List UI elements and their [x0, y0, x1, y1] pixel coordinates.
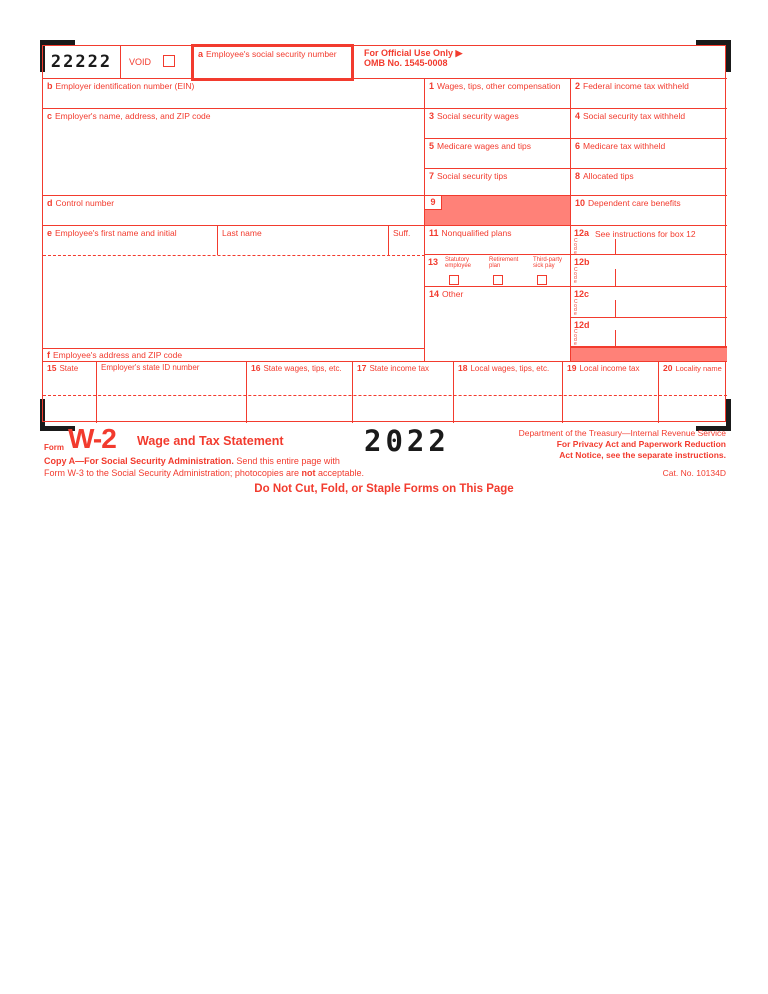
box-14-number: 14 — [429, 289, 440, 299]
box-10-field[interactable] — [571, 196, 727, 226]
box-19-field[interactable] — [563, 361, 659, 423]
control-code: 22222 — [50, 52, 113, 72]
box-5-label: Medicare wages and tips — [437, 141, 532, 151]
box-b-label: Employer identification number (EIN) — [55, 81, 195, 91]
box-12c-divider — [615, 300, 616, 318]
box-12a-number: 12a — [574, 228, 590, 238]
box-17-number: 17 — [357, 363, 367, 373]
official-use-label: For Official Use Only ▶ — [364, 48, 463, 58]
box-1-number: 1 — [429, 81, 435, 91]
box-12a-label: See instructions for box 12 — [595, 229, 696, 239]
box-e-first-name-field[interactable] — [43, 226, 218, 255]
box-7-field[interactable] — [425, 169, 571, 196]
box-12a-field[interactable] — [571, 226, 727, 255]
box-c-label: Employer's name, address, and ZIP code — [55, 111, 211, 121]
box-13-checkboxes — [425, 255, 571, 287]
box-9-shaded — [425, 196, 571, 226]
box-a-number: a — [198, 49, 204, 59]
box-a-label: Employee's social security number — [206, 49, 337, 59]
box-12b-code-label: Code — [574, 267, 578, 285]
form-number: W-2 — [68, 423, 116, 454]
copy-a-text: Send this entire page with — [233, 456, 340, 466]
tax-year: 2022 — [364, 424, 450, 458]
box-9-number: 9 — [425, 196, 442, 210]
form-word: Form — [44, 443, 64, 452]
box-c-number: c — [47, 111, 53, 121]
box-15-number: 15 — [47, 363, 57, 373]
box-10-label: Dependent care benefits — [588, 198, 681, 208]
box-20-number: 20 — [663, 363, 673, 373]
box-e-number: e — [47, 228, 53, 238]
box-d-label: Control number — [55, 198, 115, 208]
privacy-act-line1: For Privacy Act and Paperwork Reduction — [556, 439, 726, 449]
box-18-number: 18 — [458, 363, 468, 373]
box-e-last-name-field[interactable] — [218, 226, 389, 255]
box-15-divider — [96, 361, 97, 423]
retirement-plan-label: Retirement plan — [489, 257, 519, 269]
last-name-label: Last name — [222, 228, 262, 238]
third-party-sick-pay-checkbox[interactable] — [537, 275, 547, 285]
box-a-ssn-field[interactable] — [191, 44, 354, 81]
box-17-field[interactable] — [353, 361, 454, 423]
box-f-number: f — [47, 350, 50, 360]
box-1-field[interactable] — [425, 79, 571, 109]
box-e-label: Employee's first name and initial — [55, 228, 177, 238]
box-12d-number: 12d — [574, 320, 590, 330]
box-13-number: 13 — [428, 257, 439, 267]
box-1-label: Wages, tips, other compensation — [437, 81, 561, 91]
box-4-label: Social security tax withheld — [583, 111, 686, 121]
statutory-employee-label: Statutory employee — [445, 257, 472, 269]
box-16-field[interactable] — [247, 361, 353, 423]
box-12c-code-label: Code — [574, 299, 578, 317]
box-b-number: b — [47, 81, 53, 91]
employee-name-address-area[interactable] — [43, 255, 425, 348]
box-7-number: 7 — [429, 171, 435, 181]
box-17-label: State income tax — [369, 364, 430, 373]
box-12a-code-label: Code — [574, 238, 578, 256]
box-14-other-field[interactable] — [425, 287, 571, 361]
box-d-number: d — [47, 198, 53, 208]
box-c-employer-field[interactable] — [43, 109, 425, 196]
box-5-field[interactable] — [425, 139, 571, 169]
box-12c-number: 12c — [574, 289, 590, 299]
void-checkbox[interactable] — [163, 55, 175, 67]
treasury-dept-line: Department of the Treasury—Internal Revenue Service — [518, 428, 726, 438]
box-8-field[interactable] — [571, 169, 727, 196]
statutory-employee-checkbox[interactable] — [449, 275, 459, 285]
box-3-number: 3 — [429, 111, 435, 121]
box-12d-divider — [615, 330, 616, 347]
box-11-label: Nonqualified plans — [441, 228, 512, 238]
box-12c-field[interactable] — [571, 287, 727, 318]
box-12d-field[interactable] — [571, 318, 727, 347]
box-16-number: 16 — [251, 363, 261, 373]
box-6-label: Medicare tax withheld — [583, 141, 666, 151]
box-19-number: 19 — [567, 363, 577, 373]
box-16-label: State wages, tips, etc. — [263, 364, 342, 373]
box-15-state-id-label: Employer's state ID number — [101, 363, 200, 372]
official-use-cell — [354, 46, 727, 79]
box-15-field[interactable] — [43, 361, 247, 423]
box-3-label: Social security wages — [437, 111, 519, 121]
privacy-act-line2: Act Notice, see the separate instructions. — [559, 450, 726, 460]
catalog-number: Cat. No. 10134D — [662, 468, 726, 478]
do-not-cut-warning: Do Not Cut, Fold, or Staple Forms on This Page — [254, 483, 514, 495]
box-4-number: 4 — [575, 111, 581, 121]
box-12d-code-label: Code — [574, 329, 578, 347]
box-12a-divider — [615, 239, 616, 255]
void-cell — [121, 46, 191, 79]
box-12b-divider — [615, 269, 616, 287]
box-12b-number: 12b — [574, 257, 590, 267]
retirement-plan-checkbox[interactable] — [493, 275, 503, 285]
void-label: VOID — [129, 57, 152, 67]
box-2-number: 2 — [575, 81, 581, 91]
box-20-field[interactable] — [659, 361, 727, 423]
box-4-field[interactable] — [571, 109, 727, 139]
omb-number: OMB No. 1545-0008 — [364, 58, 448, 68]
box-11-field[interactable] — [425, 226, 571, 255]
box-d-control-field[interactable] — [43, 196, 425, 226]
box-20-label: Locality name — [675, 364, 722, 373]
box-3-field[interactable] — [425, 109, 571, 139]
w3-text-pre: Form W-3 to the Social Security Administration; photocopies are — [44, 468, 302, 478]
box-10-number: 10 — [575, 198, 586, 208]
third-party-sick-pay-label: Third-party sick pay — [533, 257, 563, 269]
box-11-number: 11 — [429, 228, 439, 238]
w2-form — [42, 45, 726, 422]
box-15-state-label: State — [59, 364, 79, 373]
box-8-label: Allocated tips — [583, 171, 634, 181]
form-title: Wage and Tax Statement — [137, 434, 284, 448]
box-e-suffix-field[interactable] — [389, 226, 425, 255]
w3-text-not: not — [301, 468, 316, 478]
box-8-number: 8 — [575, 171, 581, 181]
copy-a-label: Copy A—For Social Security Administration. — [44, 456, 234, 466]
w3-text-post: acceptable. — [315, 468, 364, 478]
box-f-address-field[interactable] — [43, 348, 425, 361]
suffix-label: Suff. — [393, 228, 411, 238]
box-b-ein-field[interactable] — [43, 79, 425, 109]
box-18-label: Local wages, tips, etc. — [470, 364, 550, 373]
box-6-number: 6 — [575, 141, 581, 151]
box-2-label: Federal income tax withheld — [583, 81, 689, 91]
state-row-dashed-line — [43, 395, 727, 396]
shaded-strip — [571, 347, 727, 361]
box-6-field[interactable] — [571, 139, 727, 169]
box-2-field[interactable] — [571, 79, 727, 109]
box-18-field[interactable] — [454, 361, 563, 423]
box-14-label: Other — [442, 289, 464, 299]
box-5-number: 5 — [429, 141, 435, 151]
box-12b-field[interactable] — [571, 255, 727, 287]
box-f-label: Employee's address and ZIP code — [53, 350, 183, 360]
control-code-cell — [43, 46, 121, 79]
box-7-label: Social security tips — [437, 171, 508, 181]
box-19-label: Local income tax — [579, 364, 640, 373]
